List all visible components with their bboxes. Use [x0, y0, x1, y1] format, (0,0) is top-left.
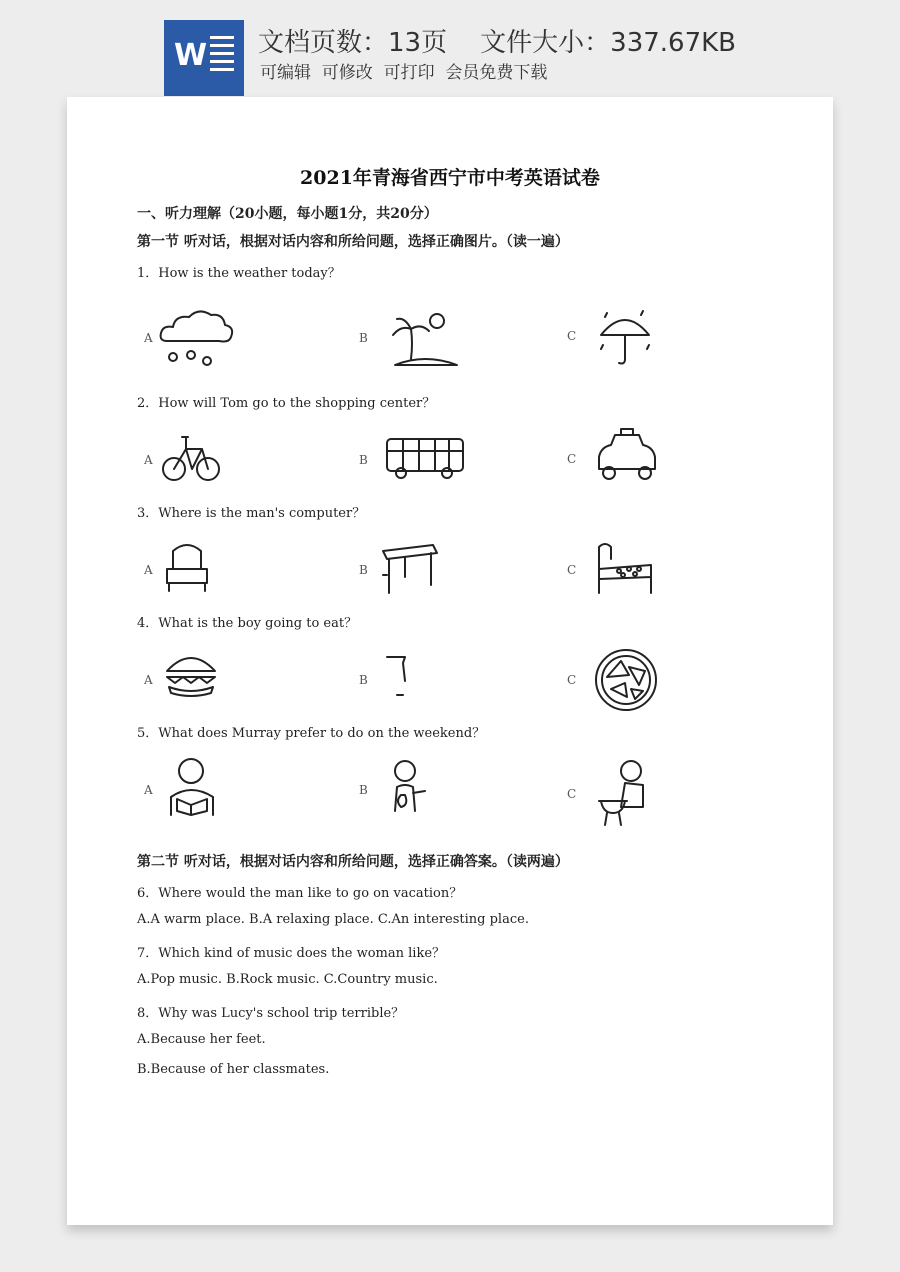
table-icon — [379, 541, 439, 597]
armchair-icon — [163, 539, 213, 595]
word-logo-letter: W — [174, 38, 208, 73]
option-letter: B — [359, 673, 368, 687]
umbrella-rain-icon — [595, 305, 655, 375]
question-1: 1．How is the weather today？ — [137, 266, 341, 281]
salad-icon — [593, 647, 659, 713]
question-2: 2．How will Tom go to the shopping center？ — [137, 396, 436, 411]
bicycle-icon — [162, 429, 222, 484]
option-letter: A — [144, 783, 153, 797]
drink-icon — [383, 651, 423, 701]
option-letter: B — [359, 563, 368, 577]
section-heading: 一、听力理解（20小题，每小题1分，共20分） — [137, 206, 438, 222]
hamburger-icon — [163, 649, 219, 699]
option-letter: A — [144, 331, 153, 345]
question-3: 3．Where is the man's computer？ — [137, 506, 366, 521]
boy-reading-icon — [163, 755, 223, 819]
boy-cooking-icon — [597, 757, 657, 827]
option-letter: B — [359, 331, 368, 345]
question-8: 8．Why was Lucy's school trip terrible？ — [137, 1006, 405, 1021]
option-letter: C — [567, 563, 577, 577]
answer-option-8b: B.Because of her classmates. — [137, 1062, 330, 1077]
question-5: 5．What does Murray prefer to do on the weekend？ — [137, 726, 486, 741]
boy-music-icon — [385, 757, 435, 819]
page-count: 文档页数：13页 — [258, 28, 448, 58]
question-4: 4．What is the boy going to eat？ — [137, 616, 358, 631]
option-letter: C — [567, 329, 577, 343]
download-header — [0, 0, 900, 100]
answer-options-7: A.Pop music. B.Rock music. C.Country music. — [137, 972, 438, 987]
document-page — [67, 97, 833, 1225]
part-heading-2: 第二节 听对话，根据对话内容和所给问题，选择正确答案。（读两遍） — [137, 854, 569, 870]
option-letter: A — [144, 563, 153, 577]
answer-option-8a: A.Because her feet. — [137, 1032, 266, 1047]
bus-icon — [383, 433, 467, 483]
option-letter: C — [567, 452, 577, 466]
file-size: 文件大小：337.67KB — [480, 28, 737, 58]
answer-options-6: A.A warm place. B.A relaxing place. C.An interesting place. — [137, 912, 529, 927]
word-document-icon — [164, 20, 244, 96]
option-letter: C — [567, 787, 577, 801]
question-7: 7．Which kind of music does the woman like？ — [137, 946, 446, 961]
file-features: 可编辑 可修改 可打印 会员免费下载 — [260, 63, 548, 83]
option-letter: A — [144, 453, 153, 467]
question-6: 6．Where would the man like to go on vacation？ — [137, 886, 463, 901]
option-letter: B — [359, 783, 368, 797]
page-title: 2021年青海省西宁市中考英语试卷 — [300, 167, 600, 189]
option-letter: B — [359, 453, 368, 467]
bed-icon — [593, 539, 657, 599]
island-sun-icon — [385, 307, 465, 372]
taxi-icon — [593, 427, 661, 487]
part-heading-1: 第一节 听对话，根据对话内容和所给问题，选择正确图片。（读一遍） — [137, 234, 569, 250]
cloud-snow-icon — [159, 305, 239, 375]
option-letter: A — [144, 673, 153, 687]
file-meta — [258, 22, 736, 59]
option-letter: C — [567, 673, 577, 687]
